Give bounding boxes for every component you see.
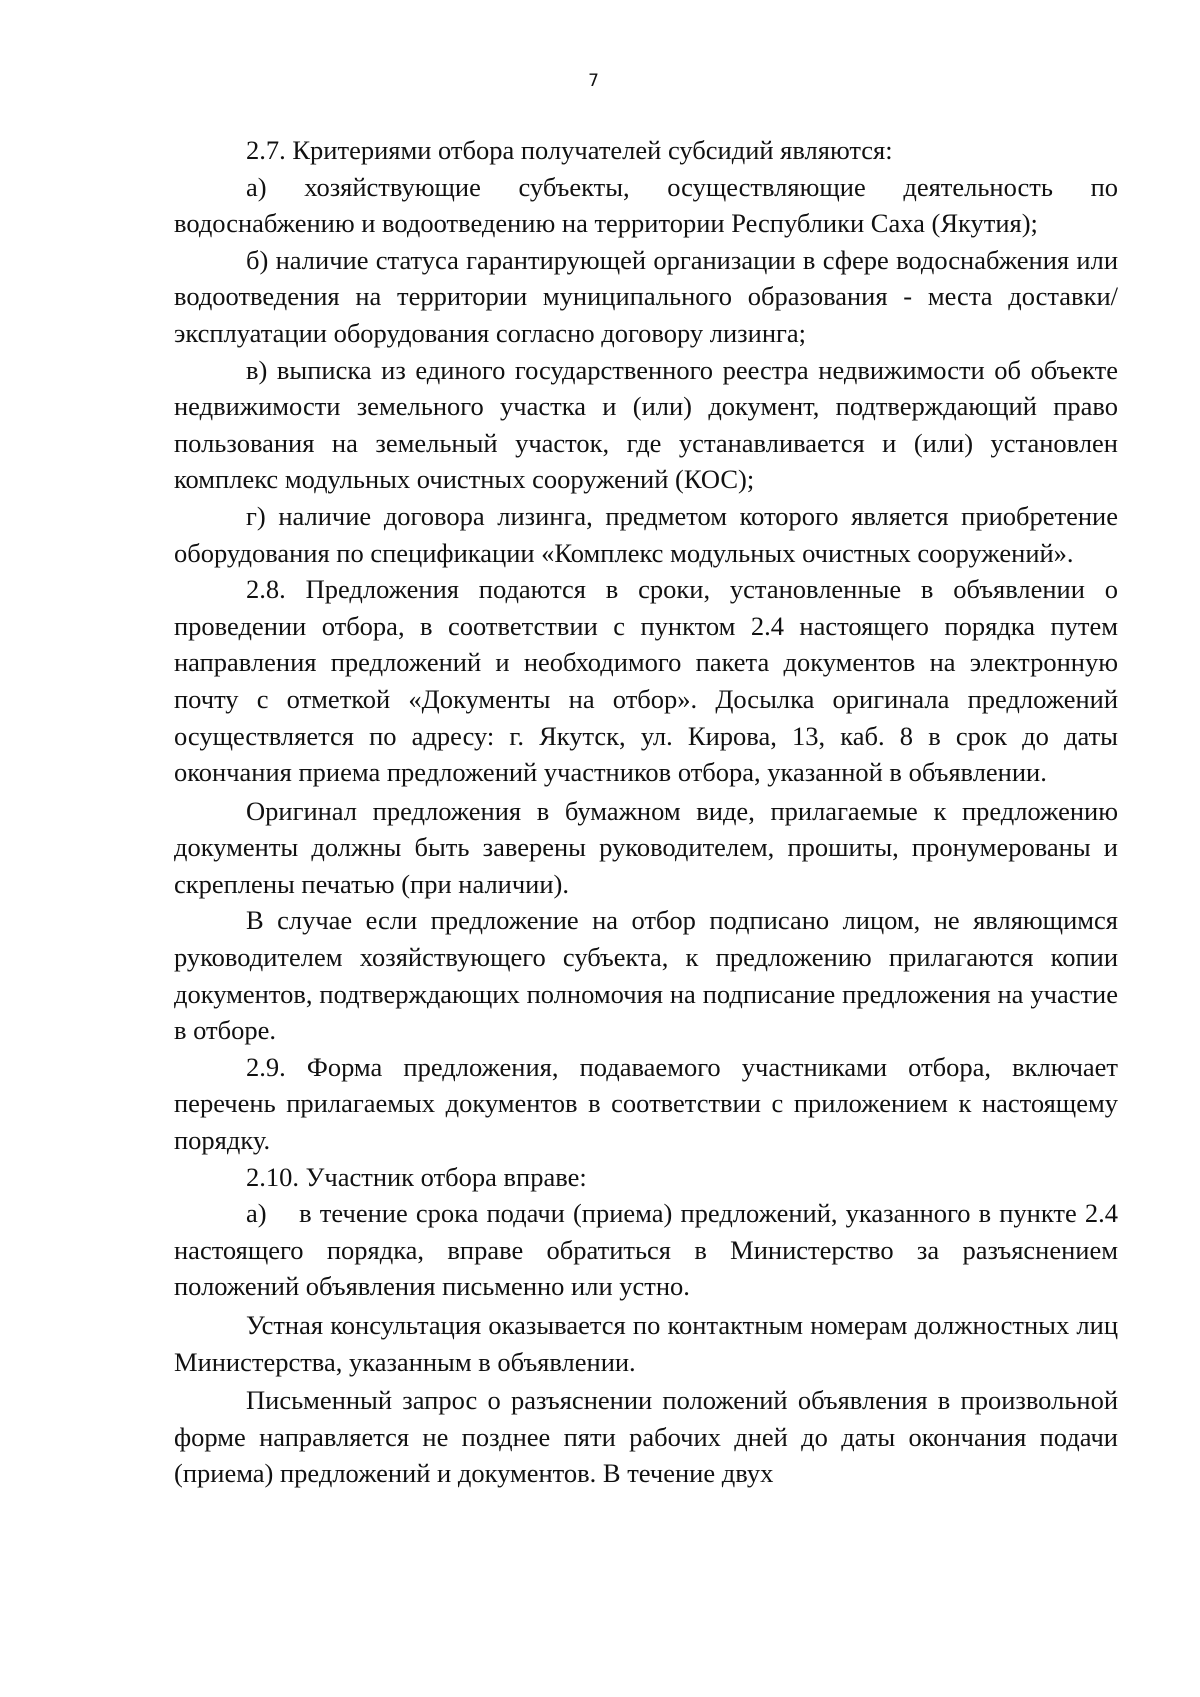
paragraph-2-7-heading: 2.7. Критериями отбора получателей субсидий являются: [246,135,893,165]
paragraph-2-10-heading: 2.10. Участник отбора вправе: [246,1161,587,1192]
paragraph-2-7-g: г) наличие договора лизинга, предметом которого является приобретение оборудования по спецификации «Комплекс модульных очистных сооружений». [174,500,1118,568]
paragraph-2-7-v: в) выписка из единого государственного реестра недвижимости об объекте недвижимости земельного участка и (или) документ, подтверждающий право пользования на земельный участок, где устанавливается и (или) установлен комплекс модульных очистных сооружений (КОС); [174,354,1118,495]
paragraph-original-requirements: Оригинал предложения в бумажном виде, прилагаемые к предложению документы должны быть заверены руководителем, прошиты, пронумерованы и скреплены печатью (при наличии). [174,795,1118,899]
page-number: 7 [588,71,599,91]
paragraph-oral-consultation: Устная консультация оказывается по контактным номерам должностных лиц Министерства, указанным в объявлении. [174,1310,1118,1377]
document-body [174,132,1125,1492]
paragraph-2-7-b: б) наличие статуса гарантирующей организации в сфере водоснабжения или водоотведения на территории муниципального образования - места доставки/эксплуатации оборудования согласно договору лизинга; [174,244,1118,348]
paragraph-2-10-a: а) в течение срока подачи (приема) предложений, указанного в пункте 2.4 настоящего порядка, вправе обратиться в Министерство за разъяснением положений объявления письменно или устно. [174,1198,1125,1302]
paragraph-2-9: 2.9. Форма предложения, подаваемого участниками отбора, включает перечень прилагаемых документов в соответствии с приложением к настоящему порядку. [174,1051,1118,1156]
paragraph-signed-by-other-person: В случае если предложение на отбор подписано лицом, не являющимся руководителем хозяйствующего субъекта, к предложению прилагаются копии документов, подтверждающих полномочия на подписание предложения на участие в отборе. [174,905,1118,1046]
paragraph-2-7-a: а) хозяйствующие субъекты, осуществляющие деятельность по водоснабжению и водоотведению на территории Республики Саха (Якутия); [174,171,1118,239]
paragraph-written-request: Письменный запрос о разъяснении положений объявления в произвольной форме направляется не позднее пяти рабочих дней до даты окончания подачи (приема) предложений и документов. В течение двух [174,1385,1118,1489]
paragraph-2-8: 2.8. Предложения подаются в сроки, установленные в объявлении о проведении отбора, в соответствии с пунктом 2.4 настоящего порядка путем направления предложений и необходимого пакета документов на электронную почту с отметкой «Документы на отбор». Досылка оригинала предложений осуществляется по адресу: г. Якутск, ул. Кирова, 13, каб. 8 в срок до даты окончания приема предложений участников отбора, указанной в объявлении. [174,574,1118,788]
